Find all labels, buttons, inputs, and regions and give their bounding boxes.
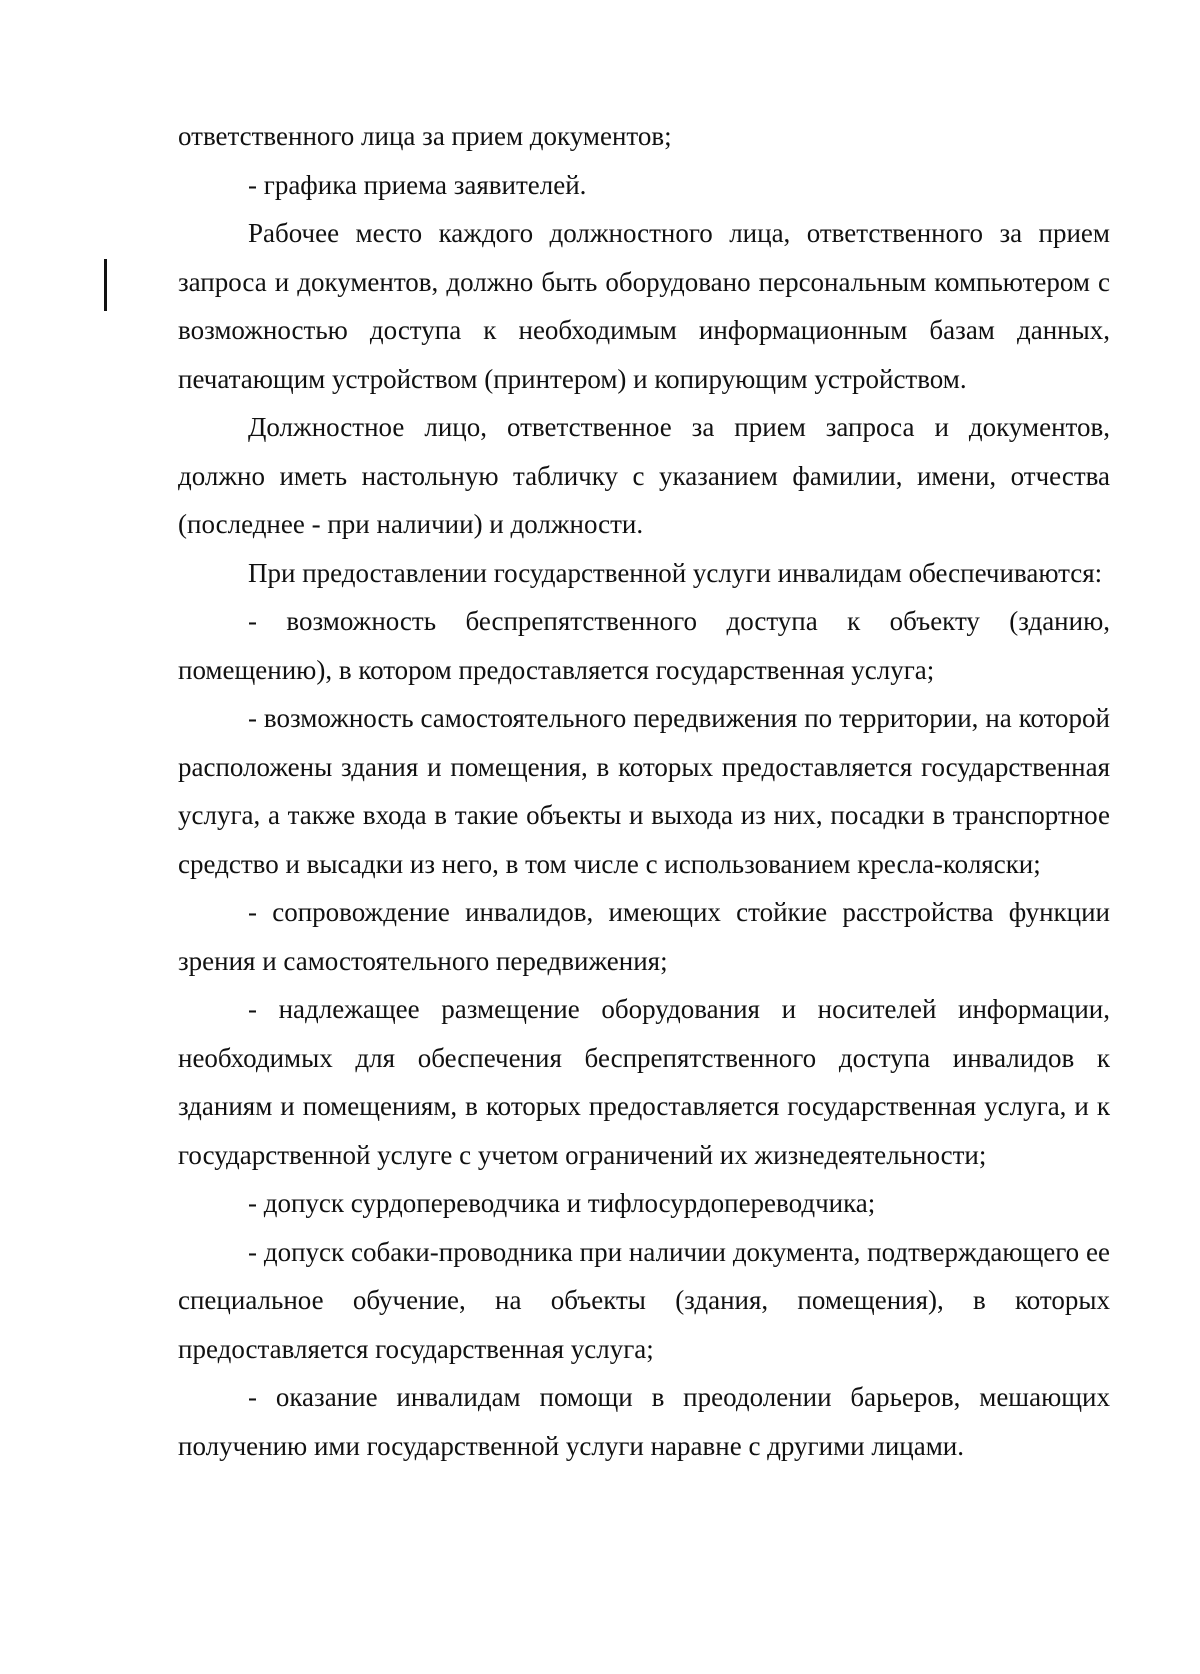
paragraph-11: - допуск собаки-проводника при наличии документа, подтверждающего ее специальное обучение, на объекты (здания, помещения), в которых предоставляется государственная услуга; (178, 1236, 1110, 1364)
paragraph-1: ответственного лица за прием документов; (178, 121, 672, 151)
paragraph-7: - возможность самостоятельного передвижения по территории, на которой расположены здания и помещения, в которых предоставляется государственная услуга, а также входа в такие объекты и выхода из них, посадки в транспортное средство и высадки из него, в том числе с использованием кресла-коляски; (178, 703, 1110, 879)
paragraph-6: - возможность беспрепятственного доступа к объекту (зданию, помещению), в котором предоставляется государственная услуга; (178, 606, 1110, 685)
paragraph-8: - сопровождение инвалидов, имеющих стойкие расстройства функции зрения и самостоятельного передвижения; (178, 897, 1110, 976)
paragraph-12: - оказание инвалидам помощи в преодолении барьеров, мешающих получению ими государственной услуги наравне с другими лицами. (178, 1382, 1110, 1461)
paragraph-2: - графика приема заявителей. (248, 169, 587, 200)
paragraph-3: Рабочее место каждого должностного лица, ответственного за прием запроса и документов, должно быть оборудовано персональным компьютером с возможностью доступа к необходимым информационным базам данных, печатающим устройством (принтером) и копирующим устройством. (178, 218, 1110, 394)
paragraph-5: При предоставлении государственной услуги инвалидам обеспечиваются: (248, 557, 1103, 588)
document-body (178, 112, 1110, 1470)
paragraph-10: - допуск сурдопереводчика и тифлосурдопереводчика; (248, 1188, 876, 1218)
revision-mark (104, 259, 107, 311)
paragraph-4: Должностное лицо, ответственное за прием запроса и документов, должно иметь настольную табличку с указанием фамилии, имени, отчества (последнее - при наличии) и должности. (178, 412, 1110, 539)
paragraph-9: - надлежащее размещение оборудования и носителей информации, необходимых для обеспечения беспрепятственного доступа инвалидов к зданиям и помещениям, в которых предоставляется государственная услуга, и к государственной услуге с учетом ограничений их жизнедеятельности; (178, 994, 1110, 1170)
